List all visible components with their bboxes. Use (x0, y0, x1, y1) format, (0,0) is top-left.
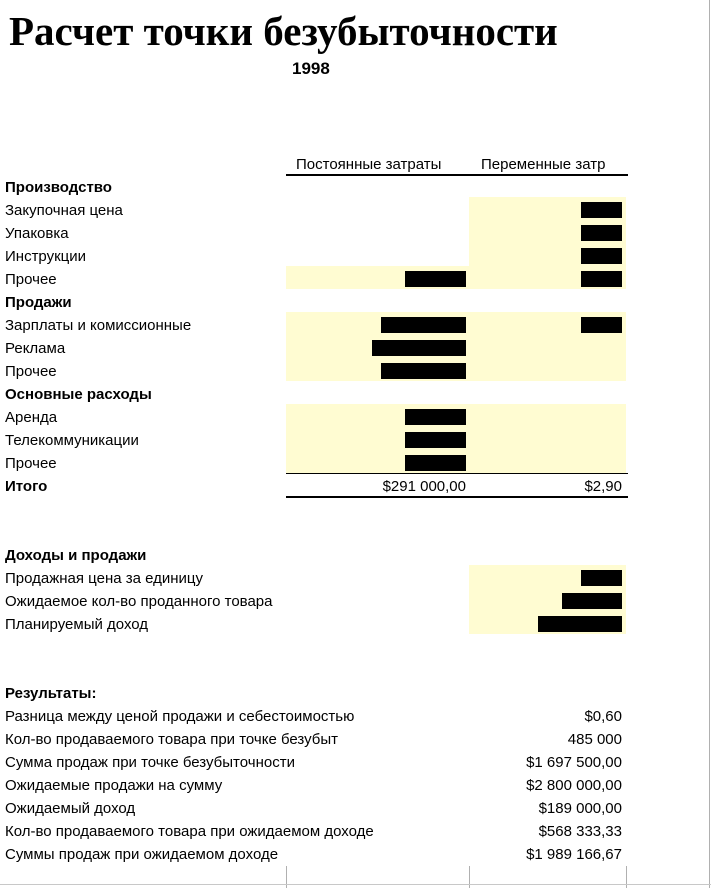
redacted-value-purchase-price (581, 202, 622, 218)
total-bottom-rule (286, 496, 628, 498)
result-value: $568 333,33 (538, 823, 622, 840)
page-title: Расчет точки безубыточности (9, 8, 558, 54)
total-label: Итого (5, 478, 48, 495)
redacted-value-salaries-fixed (381, 317, 466, 333)
result-label: Кол-во продаваемого товара при точке безубыт (5, 731, 339, 748)
year-label: 1998 (292, 59, 330, 78)
header-underline (286, 174, 628, 176)
packaging-label: Упаковка (5, 225, 69, 242)
result-label: Суммы продаж при ожидаемом доходе (5, 846, 279, 863)
window-right-border (709, 0, 710, 888)
redacted-value-sales-other (381, 363, 466, 379)
instructions-label: Инструкции (5, 248, 87, 265)
expected-qty-label: Ожидаемое кол-во проданного товара (5, 593, 273, 610)
redacted-value-packaging (581, 225, 622, 241)
overhead-heading: Основные расходы (5, 386, 152, 403)
rent-label: Аренда (5, 409, 58, 426)
planned-income-label: Планируемый доход (5, 616, 149, 633)
redacted-value-production-other-variable (581, 271, 622, 287)
production-heading: Производство (5, 179, 112, 196)
revenue-heading: Доходы и продажи (5, 547, 147, 564)
redacted-value-rent (405, 409, 466, 425)
result-label: Разница между ценой продажи и себестоимостью (5, 708, 355, 725)
redacted-value-overhead-other (405, 455, 466, 471)
redacted-value-advertising (372, 340, 466, 356)
advertising-label: Реклама (5, 340, 66, 357)
sales-heading: Продажи (5, 294, 72, 311)
total-variable-value: $2,90 (584, 478, 622, 495)
production-other-label: Прочее (5, 271, 57, 288)
total-top-rule (286, 473, 628, 474)
result-label: Ожидаемый доход (5, 800, 136, 817)
result-value: $2 800 000,00 (526, 777, 622, 794)
redacted-value-instructions (581, 248, 622, 264)
result-value: $0,60 (584, 708, 622, 725)
redacted-value-production-other-fixed (405, 271, 466, 287)
results-heading: Результаты: (5, 685, 97, 702)
result-value: $1 697 500,00 (526, 754, 622, 771)
salaries-label: Зарплаты и комиссионные (5, 317, 192, 334)
result-value: 485 000 (567, 731, 622, 748)
result-label: Ожидаемые продажи на сумму (5, 777, 223, 794)
result-value: $189 000,00 (538, 800, 622, 817)
variable-costs-header: Переменные затр (481, 156, 606, 173)
result-label: Кол-во продаваемого товара при ожидаемом доходе (5, 823, 374, 840)
redacted-value-salaries-variable (581, 317, 622, 333)
row-gridline (0, 884, 711, 885)
total-fixed-value: $291 000,00 (382, 478, 466, 495)
redacted-value-planned-income (538, 616, 622, 632)
purchase-price-label: Закупочная цена (5, 202, 123, 219)
result-label: Сумма продаж при точке безубыточности (5, 754, 295, 771)
redacted-value-expected-qty (562, 593, 622, 609)
redacted-value-unit-price (581, 570, 622, 586)
fixed-costs-header: Постоянные затраты (296, 156, 442, 173)
unit-price-label: Продажная цена за единицу (5, 570, 204, 587)
sales-other-label: Прочее (5, 363, 57, 380)
telecom-label: Телекоммуникации (5, 432, 139, 449)
variable-input-area (469, 404, 626, 473)
redacted-value-telecom (405, 432, 466, 448)
overhead-other-label: Прочее (5, 455, 57, 472)
result-value: $1 989 166,67 (526, 846, 622, 863)
